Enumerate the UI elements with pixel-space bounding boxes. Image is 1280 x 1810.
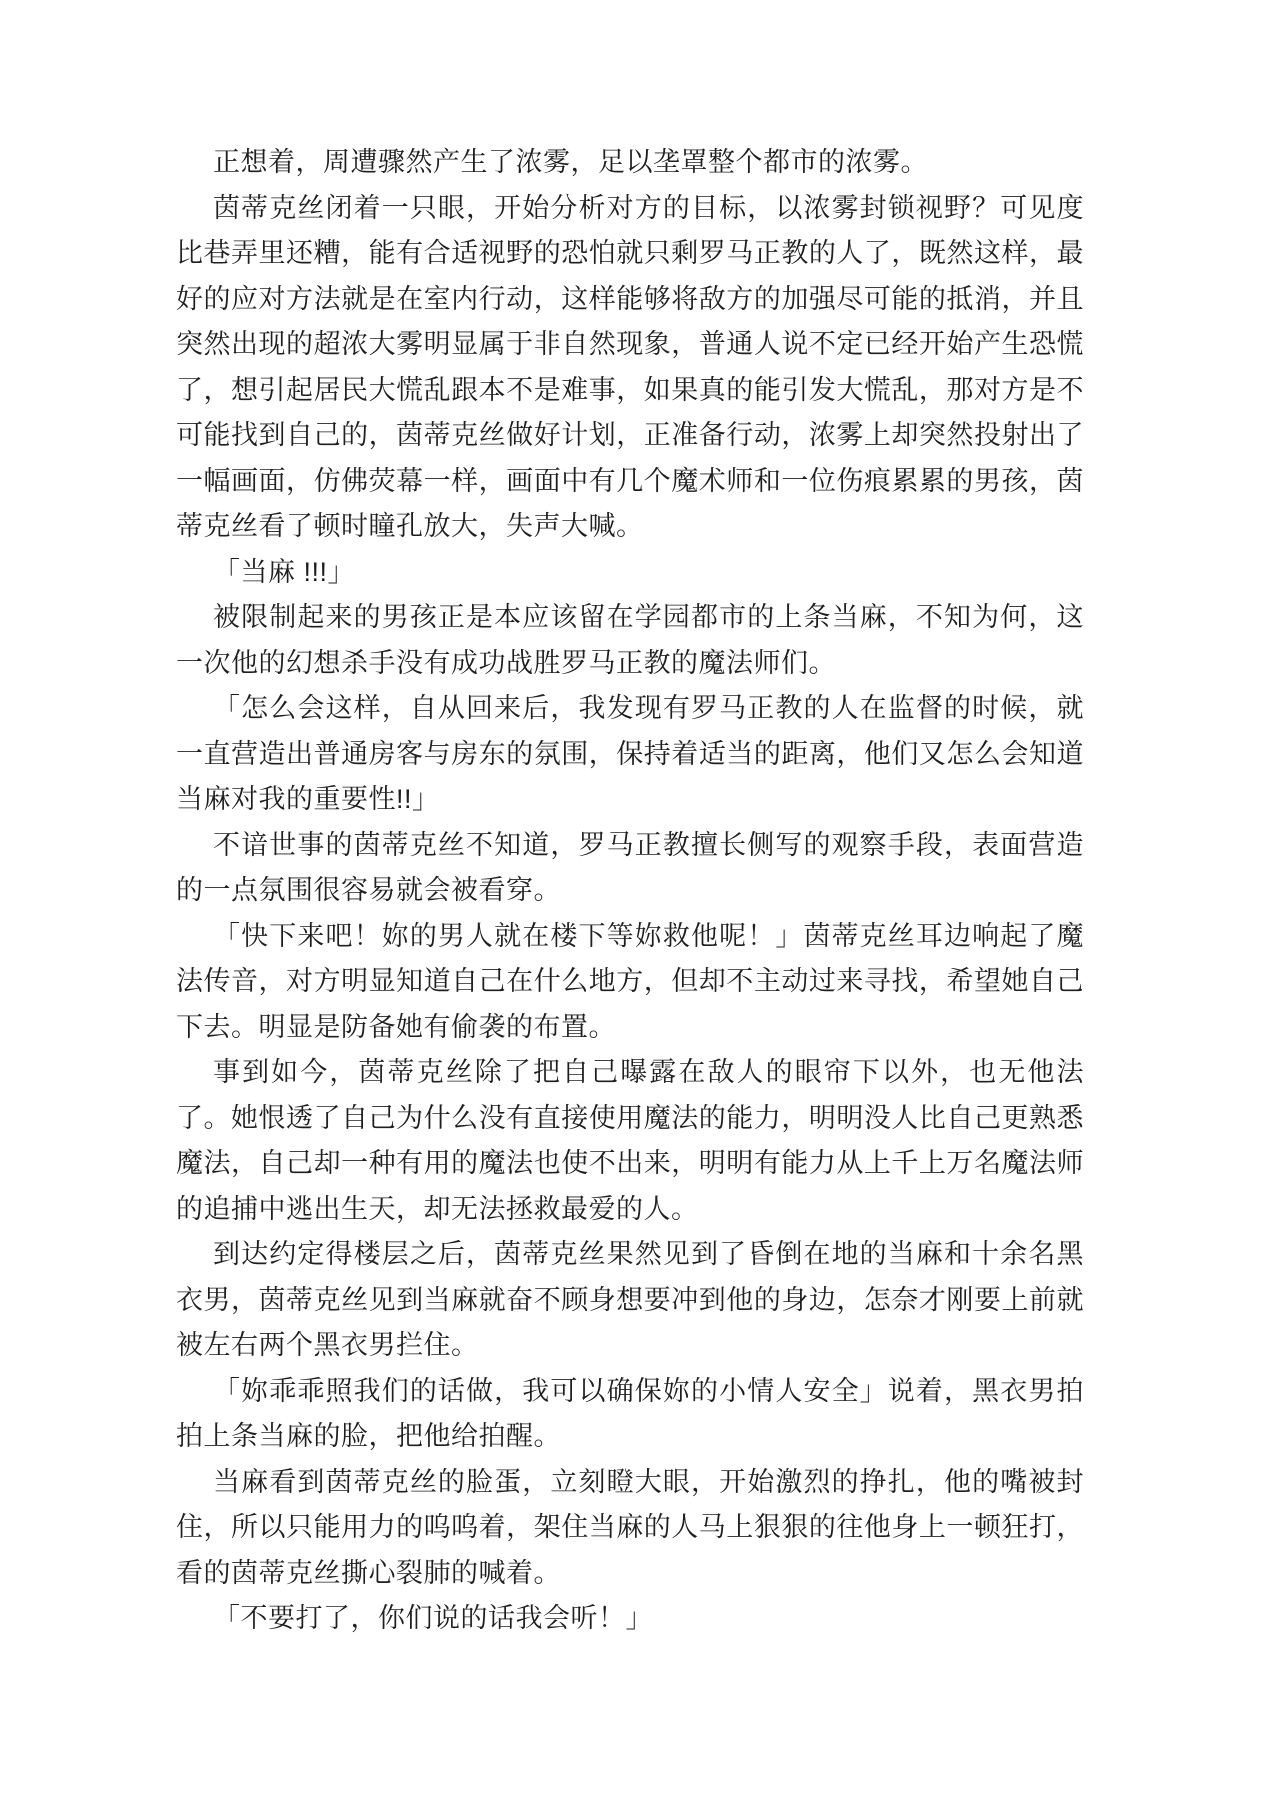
paragraph-narration-arrival: 到达约定得楼层之后，茵蒂克丝果然见到了昏倒在地的当麻和十余名黑衣男，茵蒂克丝见到当麻就奋不顾身想要冲到他的身边，怎奈才刚要上前就被左右两个黑衣男拦住。 <box>176 1239 1084 1360</box>
paragraph-index-dialogue-stop: 「不要打了，你们说的话我会听！」 <box>213 1603 653 1633</box>
text-column <box>176 140 1084 1642</box>
paragraph-index-dialogue-how: 「怎么会这样，自从回来后，我发现有罗马正教的人在监督的时候，就一直营造出普通房客与房东的氛围，保持着适当的距离，他们又怎么会知道当麻对我的重要性!!」 <box>176 693 1084 814</box>
paragraph-narration-profiling: 不谙世事的茵蒂克丝不知道，罗马正教擅长侧写的观察手段，表面营造的一点氛围很容易就会被看穿。 <box>176 829 1084 905</box>
paragraph-boy-identity: 被限制起来的男孩正是本应该留在学园都市的上条当麻，不知为何，这一次他的幻想杀手没有成功战胜罗马正教的魔法师们。 <box>176 602 1084 678</box>
paragraph-touma-struggle: 当麻看到茵蒂克丝的脸蛋，立刻瞪大眼，开始激烈的挣扎，他的嘴被封住，所以只能用力的呜呜着，架住当麻的人马上狠狠的往他身上一顿狂打，看的茵蒂克丝撕心裂肺的喊着。 <box>176 1466 1084 1588</box>
paragraph-shout-touma: 「当麻 !!!」 <box>213 556 356 587</box>
paragraph-analysis: 茵蒂克丝闭着一只眼，开始分析对方的目标，以浓雾封锁视野？可见度比巷弄里还糟，能有合适视野的恐怕就只剩罗马正教的人了，既然这样，最好的应对方法就是在室内行动，这样能够将敌方的加强尽可能的抵消，并且突然出现的超浓大雾明显属于非自然现象，普通人说不定已经开始产生恐慌了，想引起居民大慌乱跟本不是难事，如果真的能引发大慌乱，那对方是不可能找到自己的，茵蒂克丝做好计划，正准备行动，浓雾上却突然投射出了一幅画面，仿佛荧幕一样，画面中有几个魔术师和一位伤痕累累的男孩，茵蒂克丝看了顿时瞳孔放大，失声大喊。 <box>176 192 1084 541</box>
paragraph-enemy-dialogue-comedown: 「快下来吧！妳的男人就在楼下等妳救他呢！」茵蒂克丝耳边响起了魔法传音，对方明显知道自己在什么地方，但却不主动过来寻找，希望她自己下去。明显是防备她有偷袭的布置。 <box>176 920 1084 1042</box>
paragraph-narration-regret: 事到如今，茵蒂克丝除了把自己曝露在敌人的眼帘下以外，也无他法了。她恨透了自己为什么没有直接使用魔法的能力，明明没人比自己更熟悉魔法，自己却一种有用的魔法也使不出来，明明有能力从上千上万名魔法师的追捕中逃出生天，却无法拯救最爱的人。 <box>176 1057 1084 1224</box>
paragraph-narration-fog: 正想着，周遭骤然产生了浓雾，足以垄罩整个都市的浓雾。 <box>213 147 928 177</box>
paragraph-blackclothes-dialogue: 「妳乖乖照我们的话做，我可以确保妳的小情人安全」说着，黑衣男拍拍上条当麻的脸，把他给拍醒。 <box>176 1375 1084 1451</box>
